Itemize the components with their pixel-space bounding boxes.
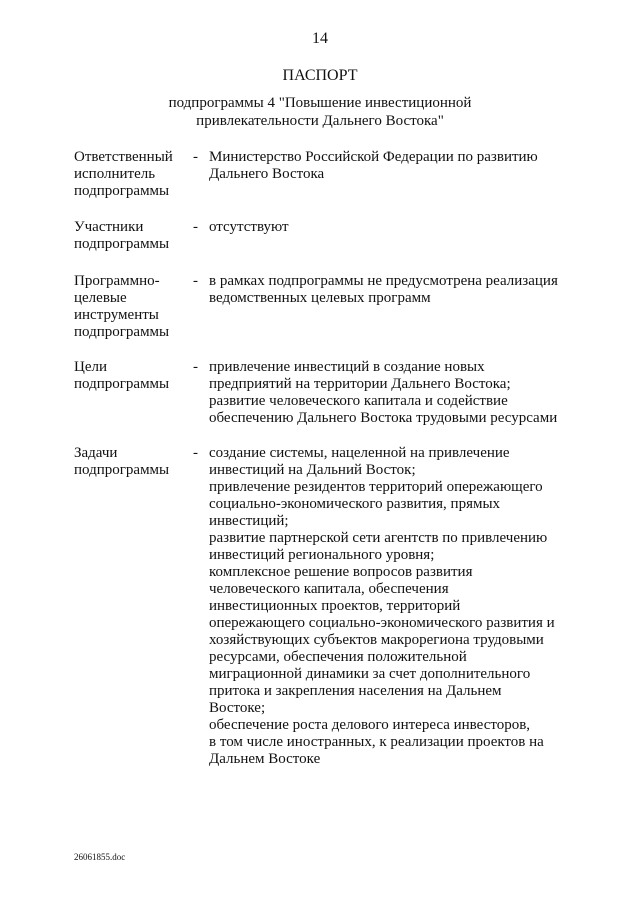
content-line: в рамках подпрограммы не предусмотрена реализация (209, 273, 558, 289)
content-line: привлечение резидентов территорий опережающего (209, 479, 543, 495)
content-line: инвестиционных проектов, территорий (209, 598, 461, 614)
content-line: миграционной динамики за счет дополнительного (209, 666, 531, 682)
content-line: инвестиций на Дальний Восток; (209, 462, 416, 478)
content-line: привлечение инвестиций в создание новых (209, 359, 485, 375)
content-line: развитие партнерской сети агентств по привлечению (209, 530, 548, 546)
row-label: Программно- целевые инструменты подпрограммы (74, 273, 170, 340)
row-dash: - (193, 149, 198, 165)
row-label: Задачи подпрограммы (74, 445, 170, 478)
row-content (209, 273, 569, 307)
content-line: ведомственных целевых программ (209, 290, 431, 306)
content-line: развитие человеческого капитала и содействие (209, 393, 508, 409)
content-line: человеческого капитала, обеспечения (209, 581, 449, 597)
content-line: комплексное решение вопросов развития (209, 564, 473, 580)
content-line: создание системы, нацеленной на привлечение (209, 445, 510, 461)
content-line: Министерство Российской Федерации по развитию (209, 149, 538, 165)
content-line: опережающего социально-экономического развития и (209, 615, 555, 631)
row-label: Ответственный исполнитель подпрограммы (74, 149, 173, 199)
content-line: хозяйствующих субъектов макрорегиона трудовыми (209, 632, 544, 648)
page-number: 14 (312, 30, 328, 47)
row-dash: - (193, 273, 198, 289)
content-line: предприятий на территории Дальнего Востока; (209, 376, 511, 392)
file-name-footer: 26061855.doc (74, 852, 126, 862)
subtitle-line: подпрограммы 4 "Повышение инвестиционной (168, 95, 472, 111)
content-line: отсутствуют (209, 219, 289, 235)
content-line: обеспечению Дальнего Востока трудовыми ресурсами (209, 410, 558, 426)
row-content (209, 149, 569, 183)
row-content (209, 445, 569, 768)
subtitle-line: привлекательности Дальнего Востока" (196, 113, 444, 129)
content-line: инвестиций; (209, 513, 289, 529)
row-content (209, 359, 569, 427)
row-label: Цели подпрограммы (74, 359, 170, 392)
content-line: социально-экономического развития, прямых (209, 496, 501, 512)
row-content (209, 219, 569, 236)
document-subtitle (0, 94, 640, 130)
content-line: Дальнем Востоке (209, 751, 321, 767)
content-line: инвестиций регионального уровня; (209, 547, 435, 563)
content-line: Востоке; (209, 700, 266, 716)
row-label: Участники подпрограммы (74, 219, 170, 252)
content-line: Дальнего Востока (209, 166, 325, 182)
content-line: в том числе иностранных, к реализации проектов на (209, 734, 544, 750)
document-title: ПАСПОРТ (282, 67, 358, 84)
content-line: ресурсами, обеспечения положительной (209, 649, 467, 665)
content-line: обеспечение роста делового интереса инвесторов, (209, 717, 531, 733)
row-dash: - (193, 445, 198, 461)
row-dash: - (193, 219, 198, 235)
content-line: притока и закрепления населения на Дальнем (209, 683, 502, 699)
row-dash: - (193, 359, 198, 375)
